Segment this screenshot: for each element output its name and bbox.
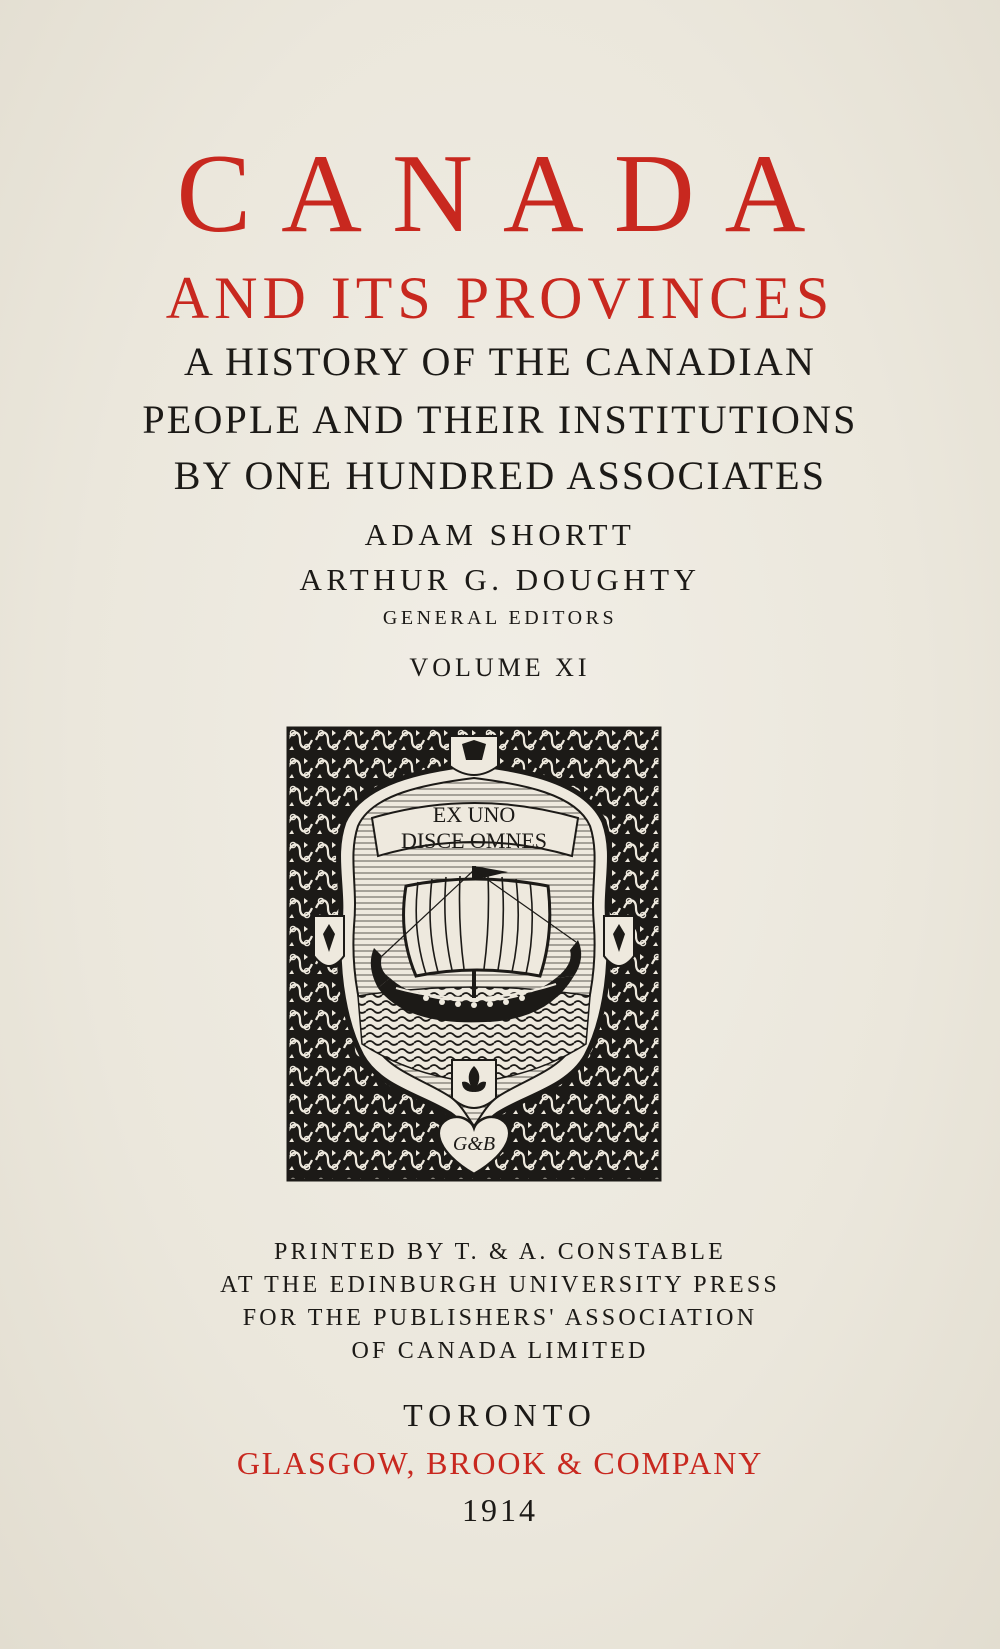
- svg-text:G&B: G&B: [452, 1133, 496, 1155]
- publisher-name: GLASGOW, BROOK & COMPANY: [236, 1445, 764, 1481]
- description-line: BY ONE HUNDRED ASSOCIATES: [173, 453, 827, 498]
- svg-text:EX UNO: EX UNO: [432, 802, 516, 827]
- svg-text:DISCE OMNES: DISCE OMNES: [400, 828, 548, 853]
- printer-line: PRINTED BY T. & A. CONSTABLE: [274, 1239, 726, 1265]
- volume-number: VOLUME XI: [409, 653, 591, 682]
- description-line: A HISTORY OF THE CANADIAN: [183, 339, 817, 384]
- editor-name: ADAM SHORTT: [364, 517, 636, 552]
- editor-name: ARTHUR G. DOUGHTY: [299, 562, 701, 597]
- editors-label: GENERAL EDITORS: [382, 607, 618, 629]
- book-subtitle: AND ITS PROVINCES: [165, 265, 835, 331]
- publication-year: 1914: [462, 1492, 538, 1528]
- printer-line: FOR THE PUBLISHERS' ASSOCIATION: [242, 1305, 758, 1331]
- book-title: CANADA: [176, 132, 836, 256]
- publication-city: TORONTO: [403, 1397, 597, 1433]
- description-line: PEOPLE AND THEIR INSTITUTIONS: [142, 397, 858, 442]
- printer-line: OF CANADA LIMITED: [351, 1338, 649, 1364]
- printer-line: AT THE EDINBURGH UNIVERSITY PRESS: [220, 1272, 780, 1298]
- printers-device-ship-emblem: [286, 726, 662, 1182]
